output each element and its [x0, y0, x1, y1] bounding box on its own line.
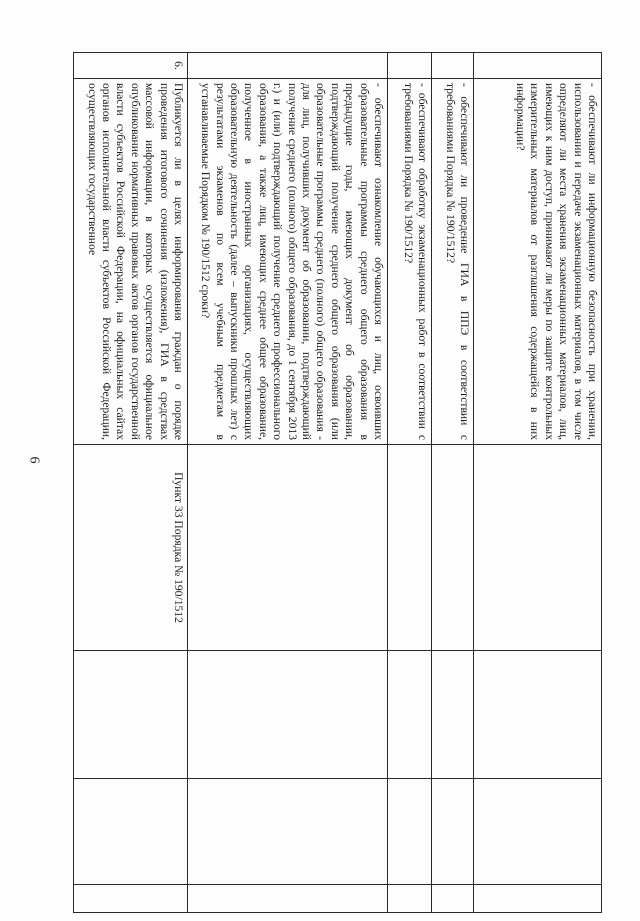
empty-cell	[432, 651, 474, 779]
empty-cell	[432, 779, 474, 885]
empty-cell	[388, 779, 432, 885]
row-number	[432, 53, 474, 79]
empty-cell	[74, 779, 188, 885]
row-number	[188, 53, 388, 79]
table-row	[388, 53, 432, 913]
row-number: 6.	[74, 53, 188, 79]
reference-cell	[474, 445, 602, 651]
row-number	[388, 53, 432, 79]
reference-cell	[388, 445, 432, 651]
page-number: 6	[26, 456, 42, 464]
empty-cell	[388, 651, 432, 779]
empty-cell	[74, 651, 188, 779]
table-row	[74, 53, 188, 913]
empty-cell	[188, 885, 388, 913]
empty-cell	[188, 651, 388, 779]
reference-cell	[432, 445, 474, 651]
empty-cell	[74, 885, 188, 913]
empty-cell	[474, 651, 602, 779]
table-row	[188, 53, 388, 913]
checklist-table	[73, 52, 602, 913]
row-number	[474, 53, 602, 79]
empty-cell	[474, 779, 602, 885]
table-row	[432, 53, 474, 913]
empty-cell	[432, 885, 474, 913]
reference-cell: Пункт 33 Порядка № 190/1512	[74, 445, 188, 651]
question-cell: - обеспечивают ознакомление обучающихся и лиц, освоивших образовательные программы среднего общего образования в предыдущие годы, имеющих документ об образовании, подтверждающий получение среднего общего образования (или образовательные программы среднего (полного) общего образования - для лиц, получивших документ об образовании, подтверждающий получение среднего (полного) общего образования, до 1 сентября 2013 г.) и (или) подтверждающий получение среднего профессионального образования, а также лиц, имеющих среднее общее образование, полученное в иностранных организациях, осуществляющих образовательную деятельность (далее – выпускники прошлых лет) с результатами экзаменов по всем учебным предметам в устанавливаемые Порядком № 190/1512 сроки?	[188, 79, 388, 445]
rotated-page	[74, 52, 602, 912]
empty-cell	[474, 885, 602, 913]
question-cell: - обеспечивают обработку экзаменационных работ в соответствии с требованиями Порядка № 190/1512?	[388, 79, 432, 445]
empty-cell	[388, 885, 432, 913]
reference-cell	[188, 445, 388, 651]
question-cell: Публикуется ли в целях информирования граждан о порядке проведения итогового сочинения (изложения), ГИА в средствах массовой информации, в которых осуществляется официальное опубликование нормативных правовых актов органов государственной власти субъектов Российской Федерации, на официальных сайтах органов исполнительной власти субъектов Российской Федерации, осуществляющих государственное	[74, 79, 188, 445]
question-cell: - обеспечивают ли информационную безопасность при хранении, использовании и передаче экзаменационных материалов, в том числе определяют ли места хранения экзаменационных материалов, лиц, имеющих к ним доступ, принимают ли меры по защите контрольных измерительных материалов от разглашения содержащейся в них информации?	[474, 79, 602, 445]
empty-cell	[188, 779, 388, 885]
question-cell: - обеспечивают ли проведение ГИА в ППЭ в соответствии с требованиями Порядка № 190/1512?	[432, 79, 474, 445]
table-row	[474, 53, 602, 913]
